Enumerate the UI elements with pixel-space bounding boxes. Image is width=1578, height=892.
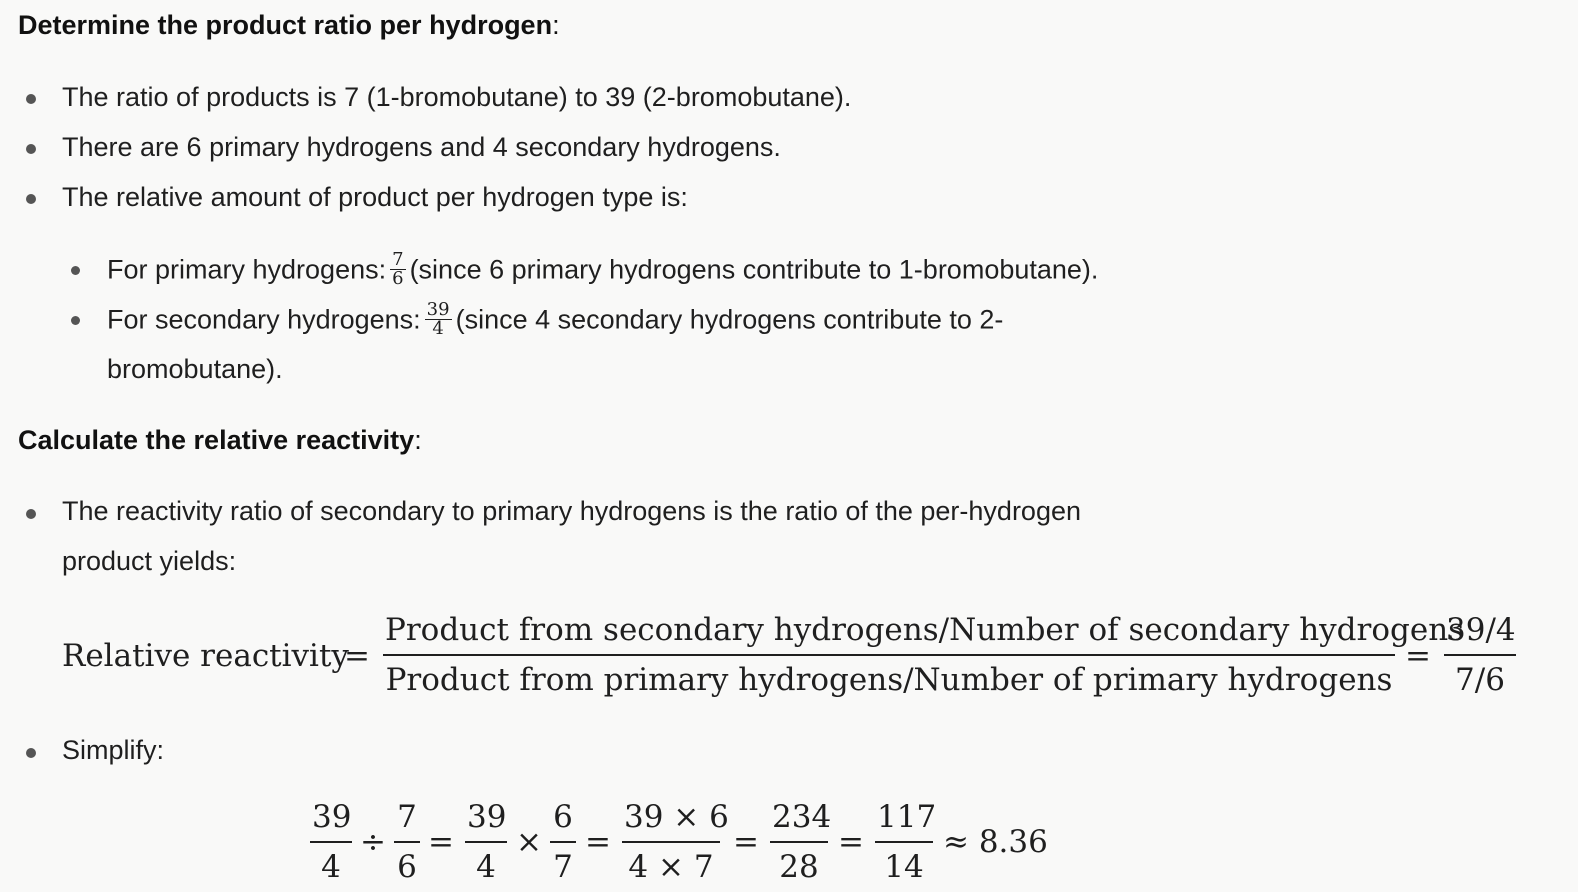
fraction-numerator: 39 xyxy=(465,797,507,843)
equals-sign: = xyxy=(585,824,611,860)
equals-sign: = xyxy=(733,824,759,860)
fraction-denominator: 4 xyxy=(476,849,496,885)
simplify-fraction xyxy=(465,797,507,887)
secondary-continuation: bromobutane). xyxy=(107,354,283,384)
bullet-dot xyxy=(26,509,36,519)
fraction-denominator: 4 × 7 xyxy=(628,849,714,885)
fraction-numerator: 117 xyxy=(875,797,933,843)
equals-sign: = xyxy=(344,638,370,674)
fraction-numerator: 7 xyxy=(394,797,420,843)
fraction-numerator: 39 xyxy=(426,299,450,320)
divide-sign: ÷ xyxy=(360,824,386,860)
sub-bullet-dot xyxy=(71,316,80,325)
fraction-numerator: 39/4 xyxy=(1444,610,1516,656)
fraction-denominator: 6 xyxy=(397,849,417,885)
fraction-denominator: 4 xyxy=(432,318,444,339)
fraction-denominator: 28 xyxy=(779,849,819,885)
heading-colon: : xyxy=(552,10,560,40)
list-item: Simplify: xyxy=(62,735,165,765)
fraction-numerator: 39 × 6 xyxy=(622,797,720,843)
heading-bold-text: Calculate the relative reactivity xyxy=(18,425,415,455)
secondary-fraction xyxy=(425,301,452,338)
simplify-fraction xyxy=(770,797,832,887)
secondary-suffix: (since 4 secondary hydrogens contribute to 2- xyxy=(455,304,1004,335)
fraction-numerator: 7 xyxy=(392,249,404,270)
fraction-denominator: 14 xyxy=(884,849,924,885)
list-item: The ratio of products is 7 (1-bromobutane) to 39 (2-bromobutane). xyxy=(62,82,852,112)
fraction-numerator: 39 xyxy=(310,797,352,843)
list-item-continuation: product yields: xyxy=(62,546,237,576)
bullet-dot xyxy=(26,748,36,758)
equals-sign: = xyxy=(1405,638,1431,674)
fraction-denominator: Product from primary hydrogens/Number of primary hydrogens xyxy=(385,662,1393,698)
section-heading-product-ratio xyxy=(18,10,560,41)
big-fraction xyxy=(383,610,1465,700)
fraction-numerator: 234 xyxy=(770,797,828,843)
equals-sign: = xyxy=(838,824,864,860)
bullet-dot xyxy=(26,194,36,204)
equation-lhs: Relative reactivity xyxy=(62,638,349,674)
simplify-fraction xyxy=(394,797,420,887)
times-sign: × xyxy=(516,824,542,860)
primary-fraction xyxy=(390,251,405,288)
primary-prefix: For primary hydrogens: xyxy=(107,254,387,285)
bullet-dot xyxy=(26,94,36,104)
bullet-dot xyxy=(26,144,36,154)
fraction-denominator: 7 xyxy=(553,849,573,885)
heading-colon: : xyxy=(414,425,422,455)
list-item: There are 6 primary hydrogens and 4 secondary hydrogens. xyxy=(62,132,781,162)
simplify-fraction xyxy=(550,797,576,887)
fraction-numerator: 6 xyxy=(550,797,576,843)
simplify-fraction xyxy=(622,797,729,887)
primary-suffix: (since 6 primary hydrogens contribute to 1-bromobutane). xyxy=(409,254,1099,285)
section-heading-relative-reactivity xyxy=(18,425,422,456)
fraction-numerator: Product from secondary hydrogens/Number of secondary hydrogens xyxy=(383,610,1395,656)
sub-list-item-primary xyxy=(107,249,1099,290)
small-fraction xyxy=(1444,610,1516,700)
sub-bullet-dot xyxy=(71,266,80,275)
approx-result: ≈ 8.36 xyxy=(943,824,1048,860)
fraction-denominator: 4 xyxy=(321,849,341,885)
equals-sign: = xyxy=(428,824,454,860)
simplify-fraction xyxy=(875,797,937,887)
heading-bold-text: Determine the product ratio per hydrogen xyxy=(18,10,553,40)
secondary-prefix: For secondary hydrogens: xyxy=(107,304,421,335)
list-item: The relative amount of product per hydrogen type is: xyxy=(62,182,688,212)
fraction-denominator: 6 xyxy=(392,268,404,289)
list-item: The reactivity ratio of secondary to primary hydrogens is the ratio of the per-hydrogen xyxy=(62,496,1081,526)
simplify-fraction xyxy=(310,797,352,887)
sub-list-item-secondary xyxy=(107,299,1004,340)
fraction-denominator: 7/6 xyxy=(1455,662,1505,698)
